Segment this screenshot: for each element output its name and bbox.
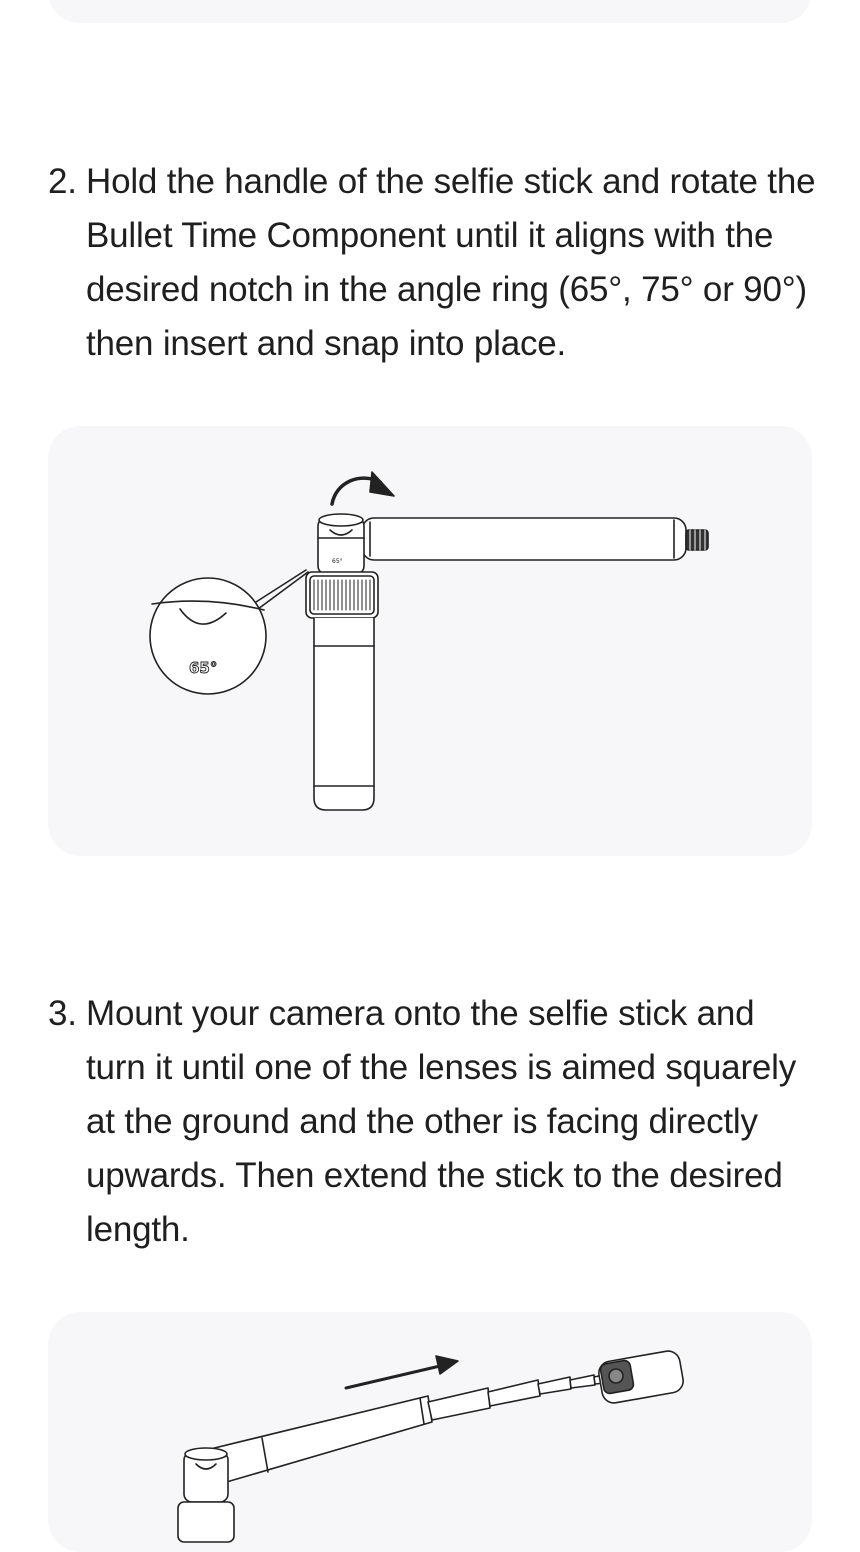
- zoom-angle-label: 65°: [189, 659, 218, 677]
- illustration-card-step3: [48, 1312, 812, 1552]
- step-2: [48, 155, 818, 371]
- illustration-card-step1: [48, 0, 812, 23]
- step-text: Hold the handle of the selfie stick and rotate the Bullet Time Component until it aligns with the desired notch in the angle ring (65°, 75° or 90°) then insert and snap into place.: [86, 162, 816, 363]
- hinge-angle-label: 65°: [332, 558, 343, 565]
- step-text: Mount your camera onto the selfie stick and turn it until one of the lenses is aimed squarely at the ground and the other is facing directly upwards. Then extend the stick to the desired length.: [86, 994, 797, 1249]
- illustration-card-step2: [48, 426, 812, 856]
- extend-stick-illustration: [48, 1312, 812, 1552]
- step-number: 3.: [48, 994, 77, 1033]
- extend-arrow-head: [436, 1356, 458, 1374]
- bullet-time-handle-illustration: [48, 426, 812, 856]
- step-3: [48, 987, 818, 1257]
- step-number: 2.: [48, 162, 77, 201]
- rotate-arrow-head: [370, 472, 394, 496]
- extend-arrow-icon: [346, 1366, 440, 1388]
